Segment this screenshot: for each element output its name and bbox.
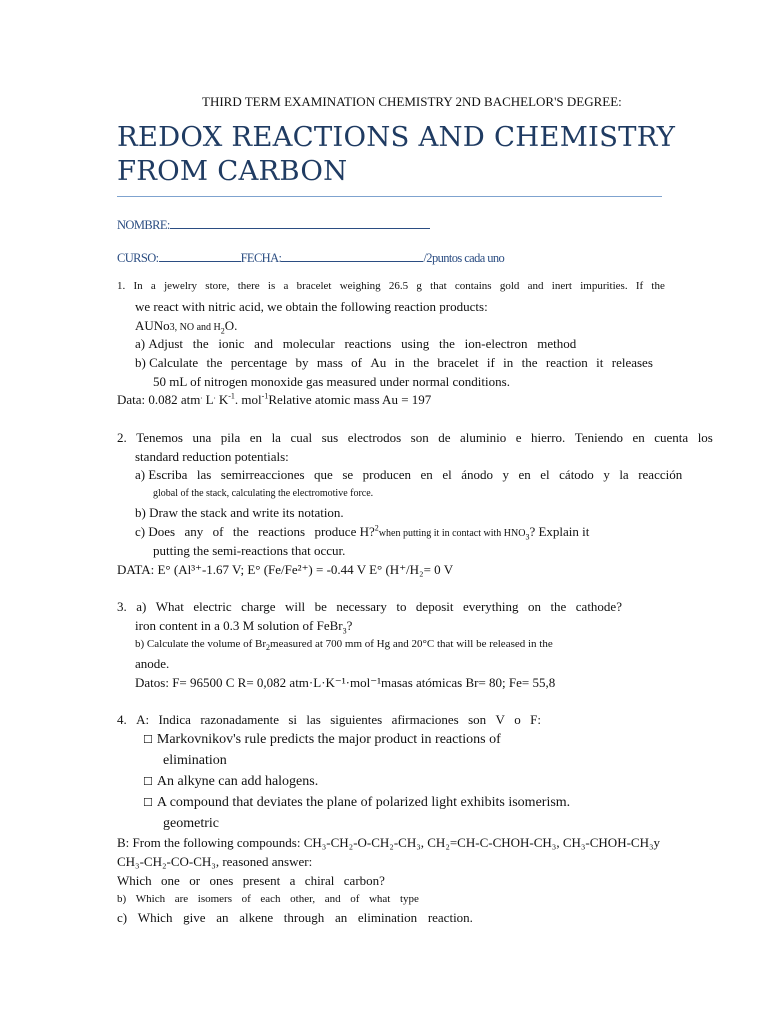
word: en xyxy=(632,430,645,445)
q4-s1-line-2: elimination xyxy=(163,753,227,768)
checkbox-icon[interactable]: ☐ xyxy=(143,775,153,788)
q2-c-words xyxy=(148,523,356,540)
word: to xyxy=(396,599,407,614)
word: Tenemos xyxy=(136,430,183,445)
word: en xyxy=(518,467,531,482)
word: or xyxy=(189,873,201,888)
word: will xyxy=(284,599,306,614)
word: ánodo xyxy=(461,467,493,482)
word: siguientes xyxy=(330,712,383,727)
q1-line-2: we react with nitric acid, we obtain the following reaction products: xyxy=(135,299,488,314)
word: son xyxy=(468,712,487,727)
word: charge xyxy=(241,599,276,614)
q2-a-line-2: global of the stack, calculating the electromotive force. xyxy=(153,488,374,499)
q2-item-c xyxy=(135,523,589,542)
q4-which-1 xyxy=(117,872,385,889)
word: necessary xyxy=(336,599,387,614)
word: las xyxy=(306,712,321,727)
word: weighing xyxy=(339,280,381,292)
word: the xyxy=(232,524,249,539)
q1-products xyxy=(135,317,237,336)
word: cuenta xyxy=(654,430,689,445)
word: give xyxy=(183,910,206,925)
word: a xyxy=(150,280,156,292)
q1-item-a xyxy=(135,335,576,352)
q1-products-a: AUNo xyxy=(135,318,170,333)
word: el xyxy=(540,467,550,482)
word: and xyxy=(254,336,273,351)
q2-c-end: ? Explain it xyxy=(529,524,590,539)
word: isomers xyxy=(197,893,232,905)
exam-header: THIRD TERM EXAMINATION CHEMISTRY 2ND BACHELOR'S DEGREE: xyxy=(202,94,622,109)
word: las xyxy=(196,467,212,482)
word: afirmaciones xyxy=(391,712,459,727)
q3-b-b: 2 xyxy=(266,643,271,653)
q3-l2b: 3 xyxy=(342,626,347,636)
word: jewelry xyxy=(164,280,198,292)
word: and xyxy=(527,280,544,292)
q4-s3-text: A compound that deviates the plane of polarized light exhibits isomerism. xyxy=(156,795,571,810)
q4-line-1 xyxy=(117,711,541,728)
word: gold xyxy=(499,280,520,292)
word: inert xyxy=(551,280,572,292)
word: de xyxy=(438,430,451,445)
word: ion-electron xyxy=(464,336,528,351)
q2-c-small: when putting it in contact with HNO xyxy=(378,528,526,539)
word: electrodos xyxy=(347,430,402,445)
word: Does xyxy=(148,524,176,539)
q2-c-label: c) xyxy=(135,524,146,539)
word: Adjust xyxy=(148,336,184,351)
word: is xyxy=(267,280,276,292)
word: pila xyxy=(220,430,241,445)
word: present xyxy=(242,873,281,888)
word: in xyxy=(394,355,405,370)
q1-data: Data: 0.082 atm. L. $K^{-1}$. mol$^{-1}$Relative atomic mass Au = 197 xyxy=(117,391,432,407)
word: any xyxy=(184,524,204,539)
word: using xyxy=(401,336,430,351)
word: sus xyxy=(321,430,339,445)
word: reacción xyxy=(638,467,683,482)
q2-line-1 xyxy=(117,429,713,446)
word: molecular xyxy=(282,336,335,351)
word: bracelet xyxy=(437,355,479,370)
nombre-field[interactable] xyxy=(170,216,430,229)
q2-c-sub: 3 xyxy=(525,532,530,542)
fecha-field[interactable] xyxy=(281,249,423,262)
word: Which xyxy=(137,910,173,925)
word: it xyxy=(596,355,604,370)
word: the xyxy=(192,336,209,351)
word: in xyxy=(503,355,514,370)
q3-b-c: measured at 700 mm of Hg and 20°C that will be released in the xyxy=(270,638,553,650)
q3-datos: Datos: F= 96500 C R= 0,082 atm·L·K⁻¹·mol⁻¹masas atómicas Br= 80; Fe= 55,8 xyxy=(135,675,556,690)
word: of xyxy=(241,893,251,905)
word: reactions xyxy=(258,524,306,539)
word: Which xyxy=(135,893,166,905)
q1-a-label: a) xyxy=(135,336,146,351)
word: each xyxy=(260,893,281,905)
points-note: /2puntos cada uno xyxy=(423,251,505,265)
q4-b-intro-2: CH₃-CH₂-CO-CH₃, reasoned answer: xyxy=(117,854,313,869)
q1-b-text xyxy=(149,354,653,371)
word: en xyxy=(420,467,433,482)
q1-data-c: K xyxy=(215,392,229,407)
word: through xyxy=(283,910,325,925)
q2-c-h: H? xyxy=(359,524,375,539)
word: ionic xyxy=(218,336,245,351)
q2-b-label: b) xyxy=(135,505,146,520)
q1-products-b: , NO and H xyxy=(174,322,221,333)
word: A: xyxy=(136,712,150,727)
q1-item-b xyxy=(135,354,653,371)
word: an xyxy=(216,910,229,925)
word: F: xyxy=(530,712,541,727)
word: los xyxy=(697,430,713,445)
q1-data-f: -1 xyxy=(261,391,269,401)
word: contains xyxy=(454,280,492,292)
q2-c-sup: 2 xyxy=(374,523,379,533)
q1-data-d: -1 xyxy=(228,391,235,401)
word: la xyxy=(271,430,281,445)
word: una xyxy=(192,430,212,445)
word: the xyxy=(206,355,223,370)
word: Calculate xyxy=(149,355,199,370)
q3-item-b xyxy=(135,636,553,653)
word: razonadamente xyxy=(200,712,279,727)
word: Indica xyxy=(158,712,191,727)
word: one xyxy=(161,873,180,888)
word: the xyxy=(651,280,665,292)
word: be xyxy=(314,599,327,614)
word: impurities. xyxy=(580,280,628,292)
word: everything xyxy=(462,599,519,614)
q3-b-a: b) Calculate the volume of Br xyxy=(135,638,267,650)
word: an xyxy=(334,910,348,925)
word: If xyxy=(635,280,644,292)
word: In xyxy=(133,280,143,292)
curso-label: CURSO: xyxy=(117,251,159,265)
fecha-label: FECHA: xyxy=(240,251,282,265)
word: 1. xyxy=(117,280,126,292)
word: g xyxy=(416,280,422,292)
word: reaction. xyxy=(427,910,473,925)
word: percentage xyxy=(230,355,288,370)
q1-data-g: Relative atomic mass Au = 197 xyxy=(268,392,432,407)
q4-statement-3 xyxy=(143,794,570,811)
q2-a-text xyxy=(148,466,682,483)
page-title xyxy=(117,120,675,188)
q4-statement-1 xyxy=(143,731,501,748)
word: on xyxy=(527,599,541,614)
word: y xyxy=(603,467,610,482)
word: ones xyxy=(209,873,234,888)
word: a xyxy=(283,280,289,292)
word: what xyxy=(368,893,391,905)
word: producen xyxy=(362,467,412,482)
word: bracelet xyxy=(296,280,332,292)
q2-item-a xyxy=(135,466,682,483)
q4-which-3 xyxy=(117,909,473,926)
nombre-label: NOMBRE: xyxy=(117,218,170,232)
word: of xyxy=(350,893,360,905)
q1-products-sub3: 3 xyxy=(169,322,175,333)
word: if xyxy=(486,355,495,370)
q2-c-line-2: putting the semi-reactions that occur. xyxy=(153,543,346,558)
word: si xyxy=(288,712,298,727)
word: by xyxy=(295,355,309,370)
word: mass xyxy=(316,355,343,370)
checkbox-icon[interactable]: ☐ xyxy=(143,796,153,809)
word: of xyxy=(212,524,224,539)
q4-statement-2 xyxy=(143,773,318,790)
word: que xyxy=(314,467,333,482)
q1-products-c: O. xyxy=(224,318,238,333)
nombre-row xyxy=(117,216,430,234)
word: releases xyxy=(611,355,653,370)
word: method xyxy=(537,336,577,351)
word: e xyxy=(515,430,522,445)
word: 4. xyxy=(117,712,127,727)
curso-field[interactable] xyxy=(159,249,241,262)
q2-line-2: standard reduction potentials: xyxy=(135,449,289,464)
word: other, xyxy=(290,893,316,905)
word: deposit xyxy=(415,599,454,614)
word: type xyxy=(399,893,419,905)
word: the xyxy=(521,355,538,370)
word: y xyxy=(502,467,509,482)
word: of xyxy=(351,355,363,370)
q3-l2c: ? xyxy=(346,618,353,633)
q1-line-1 xyxy=(117,278,665,295)
word: chiral xyxy=(304,873,335,888)
q1-b-label: b) xyxy=(135,355,146,370)
curso-row xyxy=(117,249,504,267)
word: the xyxy=(439,336,455,351)
q2-a-label: a) xyxy=(135,467,146,482)
word: produce xyxy=(314,524,357,539)
word: b) xyxy=(117,893,127,905)
q2-b-text: Draw the stack and write its notation. xyxy=(149,505,344,520)
word: Au xyxy=(370,355,387,370)
word: 3. xyxy=(117,599,127,614)
word: V xyxy=(495,712,505,727)
q3-l2a: iron content in a 0.3 M solution of FeBr xyxy=(135,618,343,633)
word: reactions xyxy=(344,336,392,351)
word: reaction xyxy=(545,355,588,370)
word: What xyxy=(155,599,184,614)
q4-s2-text: An alkyne can add halogens. xyxy=(156,774,319,789)
word: a) xyxy=(136,599,147,614)
word: semirreacciones xyxy=(220,467,305,482)
q3-b-line-2: anode. xyxy=(135,656,170,671)
word: that xyxy=(430,280,447,292)
q3-line-2 xyxy=(135,617,352,634)
word: are xyxy=(174,893,189,905)
word: c) xyxy=(117,910,128,925)
word: 26.5 xyxy=(388,280,409,292)
word: cual xyxy=(290,430,313,445)
word: electric xyxy=(193,599,232,614)
word: elimination xyxy=(357,910,418,925)
q2-data: DATA: E° (Al³⁺-1.67 V; E° (Fe/Fe²⁺) = -0.44 V E° (H⁺/H₂= 0 V xyxy=(117,562,454,577)
q1-b-line-2: 50 mL of nitrogen monoxide gas measured under normal conditions. xyxy=(153,374,510,389)
word: se xyxy=(342,467,354,482)
q4-which-2 xyxy=(117,891,419,908)
word: cátodo xyxy=(559,467,594,482)
q3-line-1 xyxy=(117,598,622,615)
word: en xyxy=(249,430,263,445)
word: 2. xyxy=(117,430,127,445)
word: aluminio xyxy=(460,430,507,445)
word: el xyxy=(442,467,452,482)
word: hierro. xyxy=(531,430,566,445)
title-line-2: FROM CARBON xyxy=(117,155,348,187)
q1-a-text xyxy=(148,335,576,352)
word: cathode? xyxy=(575,599,622,614)
q1-data-b: L xyxy=(202,392,214,407)
q1-data-e: . mol xyxy=(234,392,262,407)
word: Escriba xyxy=(148,467,188,482)
word: the xyxy=(550,599,567,614)
q4-b-intro: B: From the following compounds: CH₃-CH₂-O-CH₂-CH₃, CH₂=CH-C-CHOH-CH₃, CH₃-CHOH-CH₃y xyxy=(117,835,661,850)
word: a xyxy=(289,873,296,888)
word: and xyxy=(324,893,341,905)
word: the xyxy=(413,355,429,370)
word: there xyxy=(237,280,260,292)
q4-s3-line-2: geometric xyxy=(163,816,219,831)
word: Teniendo xyxy=(574,430,623,445)
q1-data-a: Data: 0.082 atm xyxy=(117,392,201,407)
word: store, xyxy=(205,280,230,292)
word: son xyxy=(410,430,429,445)
title-line-1: REDOX REACTIONS AND CHEMISTRY xyxy=(117,121,676,153)
word: o xyxy=(514,712,521,727)
word: carbon? xyxy=(343,873,385,888)
q2-item-b xyxy=(135,504,344,521)
title-underline xyxy=(117,196,662,197)
word: Which xyxy=(117,873,152,888)
word: alkene xyxy=(239,910,274,925)
q4-s1-text: Markovnikov's rule predicts the major product in reactions of xyxy=(156,732,501,747)
checkbox-icon[interactable]: ☐ xyxy=(143,733,153,746)
q1-products-sub2: 2 xyxy=(220,326,225,336)
word: la xyxy=(619,467,629,482)
